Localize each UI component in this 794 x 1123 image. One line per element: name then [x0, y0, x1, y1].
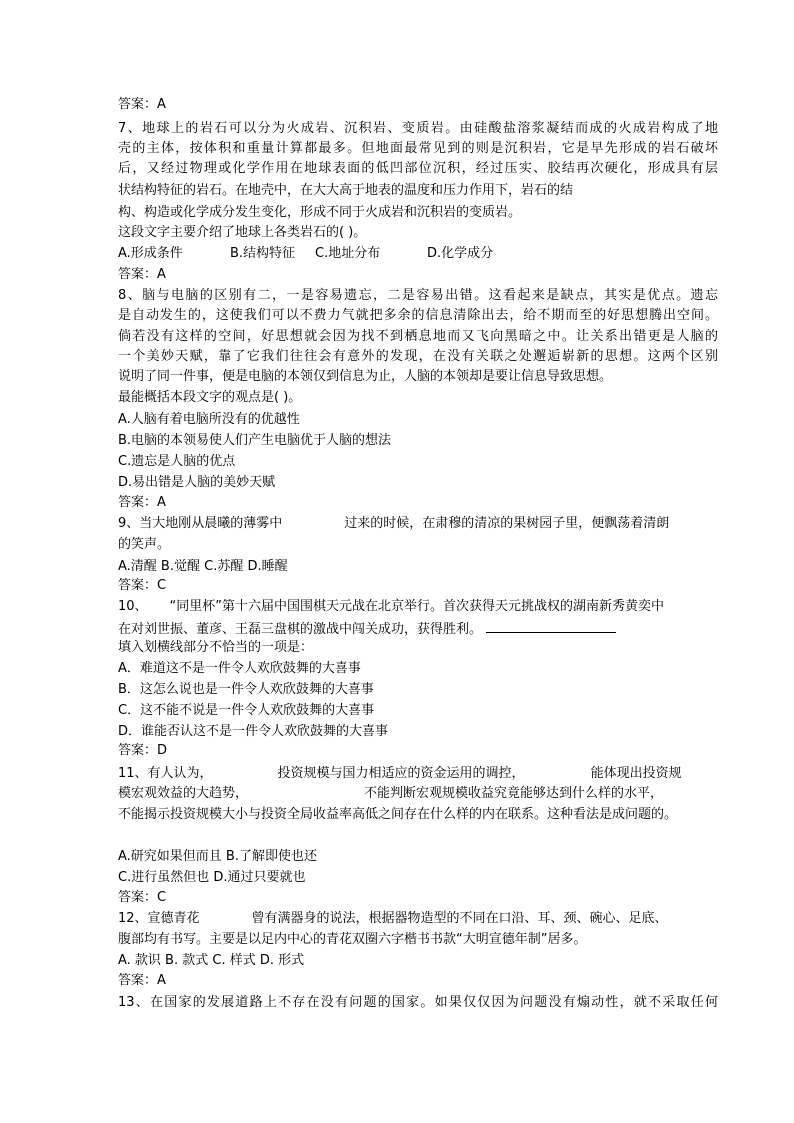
q7-text-line: 构、构造或化学成分发生变化，形成不同于火成岩和沉积岩的变质岩。	[118, 205, 522, 220]
q7-text-line: 后，又经过物理或化学作用在地球表面的低凹部位沉积，经过压实、胶结再次硬化，形成具有层	[118, 161, 718, 176]
q8-text-line: 一个美妙天赋，靠了它我们往往会有意外的发现，在没有关联之处邂逅崭新的思想。这两个区别	[118, 349, 718, 364]
option-a: A．难道这不是一件令人欢欣鼓舞的大喜事	[118, 661, 361, 676]
option-c: C.地址分布	[315, 246, 381, 261]
q10-text-line	[118, 618, 718, 638]
option-b: B.结构特征	[230, 246, 296, 261]
answer-line: 答案：A	[118, 973, 166, 988]
option-d: D．谁能否认这不是一件令人欢欣鼓舞的大喜事	[118, 724, 389, 739]
underline-blank	[486, 618, 616, 633]
q11-text-part: 不能判断宏观规模收益究竟能够达到什么样的水平，	[364, 786, 664, 801]
q12-text-line	[118, 909, 718, 929]
q10-text-part: “同里杯”第十六届中国围棋天元战在北京举行。首次获得天元挑战权的湖南新秀黄奕中	[169, 599, 665, 614]
q7-text-line: 7、地球上的岩石可以分为火成岩、沉积岩、变质岩。由硅酸盐溶浆凝结而成的火成岩构成了地	[118, 121, 718, 136]
option-row: C.进行虽然但也 D.通过只要就也	[118, 870, 306, 885]
q11-text-part: 投资规模与国力相适应的资金运用的调控，	[277, 766, 525, 781]
option-row: A.研究如果但而且 B.了解即使也还	[118, 849, 317, 864]
q11-text-part: 11、有人认为，	[118, 766, 213, 781]
q12-text-part: 曾有满器身的说法，根据器物造型的不同在口沿、耳、颈、碗心、足底、	[251, 911, 668, 926]
q8-question: 最能概括本段文字的观点是( )。	[118, 390, 302, 405]
option-c: C．这不能不说是一件令人欢欣鼓舞的大喜事	[118, 703, 375, 718]
q10-number: 10、	[118, 599, 148, 614]
q11-text-part: 模宏观效益的大趋势，	[118, 786, 249, 801]
q9-text-part: 过来的时候，在肃穆的清凉的果树园子里，便飘荡着清朗	[344, 516, 670, 531]
q12-text-part: 12、宣德青花	[118, 911, 200, 926]
answer-line: 答案：D	[118, 743, 168, 758]
q11-text-line: 不能揭示投资规模大小与投资全局收益率高低之间存在什么样的内在联系。这种看法是成问题的。	[118, 807, 678, 822]
q8-text-line: 8、脑与电脑的区别有二，一是容易遗忘，二是容易出错。这看起来是缺点，其实是优点。遗忘	[118, 288, 718, 303]
q10-text-part: 在对刘世振、董彦、王磊三盘棋的激战中闯关成功，获得胜利。	[118, 622, 483, 637]
answer-line: 答案：C	[118, 578, 167, 593]
answer-line: 答案：C	[118, 890, 167, 905]
q11-text-line	[118, 764, 718, 784]
q7-options	[118, 244, 718, 264]
answer-line: 答案：A	[118, 495, 166, 510]
q11-text-line	[118, 784, 718, 804]
q8-text-line: 倘若没有这样的空间，好思想就会因为找不到栖息地而又飞向黑暗之中。让关系出错更是人脑的	[118, 329, 718, 344]
option-c: C.遗忘是人脑的优点	[118, 454, 236, 469]
option-d: D.化学成分	[427, 246, 494, 261]
q8-text-line: 说明了同一件事，便是电脑的本领仅到信息为止，人脑的本领却是要让信息导致思想。	[118, 369, 613, 384]
q9-text-part: 9、当大地刚从晨曦的薄雾中	[118, 516, 283, 531]
option-b: B．这怎么说也是一件令人欢欣鼓舞的大喜事	[118, 682, 374, 697]
answer-line: 答案：A	[118, 97, 166, 112]
q9-text-line	[118, 514, 718, 534]
q11-text-part: 能体现出投资规	[590, 766, 682, 781]
option-b: B.电脑的本领易使人们产生电脑优于人脑的想法	[118, 433, 392, 448]
option-d: D.易出错是人脑的美妙天赋	[118, 475, 276, 490]
q13-text-line: 13、在国家的发展道路上不存在没有问题的国家。如果仅仅因为问题没有煽动性，就不采取任何	[118, 995, 718, 1010]
q9-options: A.清醒 B.觉醒 C.苏醒 D.睡醒	[118, 559, 288, 574]
q7-text-line: 状结构特征的岩石。在地壳中，在大大高于地表的温度和压力作用下，岩石的结	[118, 183, 574, 198]
q12-text-line: 腹部均有书写。主要是以足内中心的青花双圈六字楷书书款“大明宣德年制”居多。	[118, 932, 587, 947]
option-a: A.形成条件	[118, 246, 183, 261]
q12-options: A. 款识 B. 款式 C. 样式 D. 形式	[118, 953, 305, 968]
q7-text-line: 壳的主体，按体积和重量计算都最多。但地面最常见到的则是沉积岩，它是早先形成的岩石破坏	[118, 141, 718, 156]
q7-question: 这段文字主要介绍了地球上各类岩石的( )。	[118, 225, 367, 240]
q8-text-line: 是自动发生的，这使我们可以不费力气就把多余的信息清除出去，给不期而至的好思想腾出空间。	[118, 308, 718, 323]
q9-text-line: 的笑声。	[118, 537, 171, 552]
option-a: A.人脑有着电脑所没有的优越性	[118, 412, 300, 427]
q10-text-line	[118, 597, 718, 617]
q10-question: 填入划横线部分不恰当的一项是：	[118, 640, 314, 655]
answer-line: 答案：A	[118, 267, 166, 282]
